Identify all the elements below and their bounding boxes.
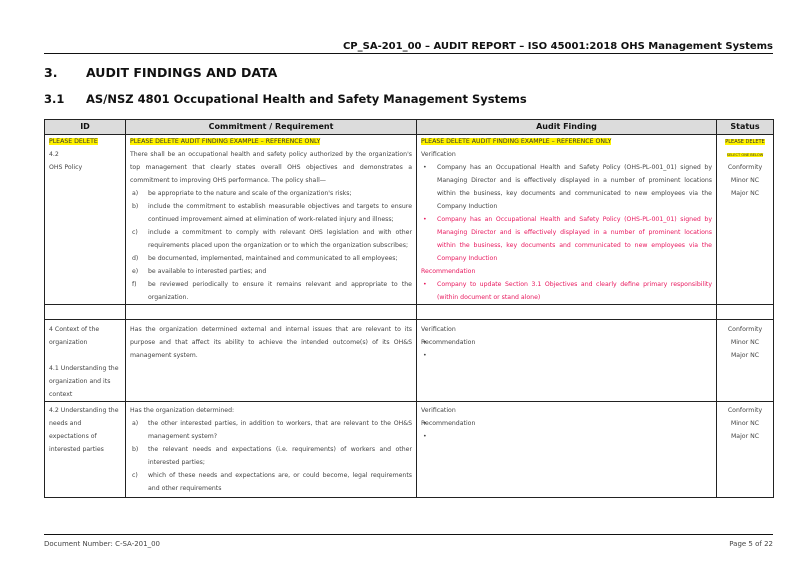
recommendation-item: • Company to update Section 3.1 Objectives and clearly define primary responsibility (within document or stand alone) [421, 278, 712, 304]
status-option-minor-nc[interactable]: Minor NC [730, 339, 760, 346]
recommendation-label: Recommendation [421, 339, 476, 346]
requirement-cell[interactable] [126, 320, 417, 402]
requirement-list [130, 187, 412, 304]
requirement-cell[interactable] [126, 135, 417, 305]
empty-cell[interactable] [126, 305, 417, 320]
verification-item-example: • Company has an Occupational Health and Safety Policy (OHS-PL-001_01) signed by Managing Director and is effectively displayed in a number of prominent locations within the business, key documents and communicated to new employees via the Company Induction [421, 213, 712, 265]
requirement-cell[interactable] [126, 402, 417, 498]
clause-number: 4.2 [49, 151, 59, 158]
clause-title: OHS Policy [49, 164, 83, 171]
section-title: AUDIT FINDINGS AND DATA [86, 65, 278, 80]
verification-label: Verification [421, 326, 456, 333]
status-option-major-nc[interactable]: Major NC [730, 190, 760, 197]
id-cell[interactable] [45, 135, 126, 305]
requirement-intro: Has the organization determined: [130, 407, 235, 414]
verification-item: • Company has an Occupational Health and Safety Policy (OHS-PL-001_01) signed by Managing Director and is effectively displayed in a number of prominent locations within the business, key documents and communicated to new employees via the Company Induction [421, 161, 712, 213]
recommendation-list [421, 278, 712, 304]
empty-cell[interactable] [45, 305, 126, 320]
verification-list [421, 161, 712, 265]
status-option-conformity[interactable]: Conformity [727, 326, 763, 333]
requirement-item: e) be available to interested parties; and [132, 268, 267, 275]
section-heading [44, 65, 277, 80]
document-number: Document Number: C-SA-201_00 [44, 540, 160, 548]
table-header-row [45, 120, 774, 135]
recommendation-label: Recommendation [421, 268, 476, 275]
clause-title: 4.2 Understanding the needs and expectations of interested parties [49, 407, 119, 453]
delete-highlight: PLEASE DELETE [49, 138, 98, 145]
empty-row [45, 305, 774, 320]
status-option-major-nc[interactable]: Major NC [730, 352, 760, 359]
page-footer [44, 534, 773, 548]
reference-highlight: PLEASE DELETE AUDIT FINDING EXAMPLE – REFERENCE ONLY [421, 138, 612, 145]
status-delete-highlight: PLEASE DELETE [725, 139, 765, 145]
finding-cell[interactable] [417, 320, 717, 402]
requirement-intro: Has the organization determined external and internal issues that are relevant to its purpose and that affect its ability to achieve the intended outcome(s) of its OH&S management system. [130, 326, 412, 359]
id-cell[interactable] [45, 402, 126, 498]
requirement-item: c) which of these needs and expectations are, or could become, legal requirements and other requirements [132, 472, 412, 492]
requirement-item: a) the other interested parties, in addition to workers, that are relevant to the OH&S management system? [132, 420, 412, 440]
status-option-minor-nc[interactable]: Minor NC [730, 177, 760, 184]
subsection-number: 3.1 [44, 92, 65, 106]
status-select-highlight: SELECT ONE BELOW [726, 153, 764, 157]
status-cell[interactable] [717, 320, 774, 402]
requirement-item: d) be documented, implemented, maintained and communicated to all employees; [132, 255, 398, 262]
requirement-item: b) the relevant needs and expectations (i.e. requirements) of workers and other interested parties; [132, 446, 412, 466]
column-header-requirement: Commitment / Requirement [126, 120, 417, 135]
subsection-title: AS/NSZ 4801 Occupational Health and Safety Management Systems [86, 92, 527, 106]
requirement-item: c) include a commitment to comply with relevant OHS legislation and with other requirements placed upon the organization or to which the organization subscribes; [132, 229, 412, 249]
reference-highlight: PLEASE DELETE AUDIT FINDING EXAMPLE – REFERENCE ONLY [130, 138, 321, 145]
clause-subtitle: 4.1 Understanding the organization and its context [49, 365, 119, 398]
clause-spacer [49, 349, 121, 362]
subsection-heading [44, 92, 527, 106]
id-cell[interactable] [45, 320, 126, 402]
finding-cell[interactable] [417, 135, 717, 305]
empty-cell[interactable] [717, 305, 774, 320]
status-option-major-nc[interactable]: Major NC [730, 433, 760, 440]
recommendation-label: Recommendation [421, 420, 476, 427]
requirement-item: f) be reviewed periodically to ensure it remains relevant and appropriate to the organization. [132, 281, 412, 301]
status-option-conformity[interactable]: Conformity [727, 164, 763, 171]
table-row [45, 402, 774, 498]
table-row [45, 135, 774, 305]
requirement-intro: There shall be an occupational health and safety policy authorized by the organization's top management that clearly states overall OHS objectives and demonstrates a commitment to improving OHS performance. The policy shall— [130, 151, 412, 184]
status-cell[interactable] [717, 135, 774, 305]
column-header-finding: Audit Finding [417, 120, 717, 135]
requirement-item: a) be appropriate to the nature and scale of the organization's risks; [132, 190, 352, 197]
finding-cell[interactable] [417, 402, 717, 498]
status-cell[interactable] [717, 402, 774, 498]
page-header [44, 40, 773, 54]
audit-findings-table [44, 119, 774, 498]
column-header-id: ID [45, 120, 126, 135]
requirement-list [130, 417, 412, 495]
status-option-minor-nc[interactable]: Minor NC [730, 420, 760, 427]
section-number: 3. [44, 65, 58, 80]
page-number: Page 5 of 22 [729, 540, 773, 548]
document-title: CP_SA-201_00 – AUDIT REPORT – ISO 45001:2018 OHS Management Systems [342, 41, 773, 52]
status-option-conformity[interactable]: Conformity [727, 407, 763, 414]
column-header-status: Status [717, 120, 774, 135]
verification-label: Verification [421, 151, 456, 158]
verification-label: Verification [421, 407, 456, 414]
table-row [45, 320, 774, 402]
clause-title: 4 Context of the organization [49, 326, 100, 346]
requirement-item: b) include the commitment to establish measurable objectives and targets to ensure continued improvement aimed at elimination of work-related injury and illness; [132, 203, 412, 223]
empty-cell[interactable] [417, 305, 717, 320]
